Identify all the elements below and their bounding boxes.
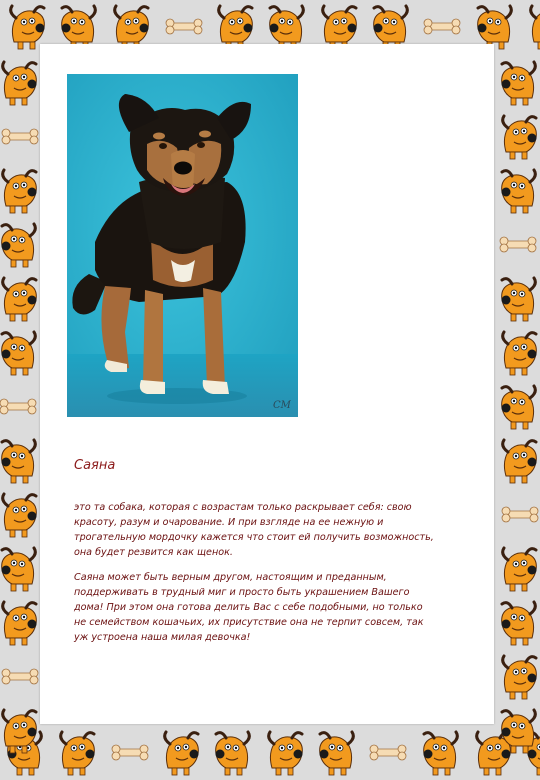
bone-icon	[106, 730, 152, 776]
cartoon-dog-icon	[418, 730, 464, 776]
cartoon-dog-icon	[496, 654, 540, 700]
bone-icon	[496, 222, 540, 268]
cartoon-dog-icon	[262, 730, 308, 776]
cartoon-dog-icon	[496, 438, 540, 484]
cartoon-dog-icon	[0, 708, 42, 754]
cartoon-dog-icon	[0, 492, 42, 538]
cartoon-dog-icon	[496, 168, 540, 214]
cartoon-dog-icon	[496, 600, 540, 646]
bone-icon	[0, 384, 42, 430]
cartoon-dog-icon	[0, 600, 42, 646]
cartoon-dog-icon	[54, 730, 100, 776]
cartoon-dog-icon	[0, 276, 42, 322]
bone-icon	[0, 654, 42, 700]
cartoon-dog-icon	[496, 114, 540, 160]
description-paragraph-2: Саяна может быть верным другом, настоящим и преданным, поддерживать в трудный миг и просто быть украшением Вашего дома! При этом она готова делить Вас с себе подобными, но только не семейством кошачьих, их присутствие она не терпит совсем, так уж устроена наша милая девочка!	[74, 572, 424, 643]
description-paragraph-1: это та собака, которая с возрастам только раскрывает себя: свою красоту, разум и очарование. И при взгляде на ее нежную и трогательную мордочку кажется что стоит ей получить возможность, она будет резвится как щенок.	[74, 502, 434, 558]
cartoon-dog-icon	[496, 384, 540, 430]
cartoon-dog-icon	[496, 276, 540, 322]
bone-icon	[366, 730, 412, 776]
dog-name: Саяна	[74, 458, 116, 473]
cartoon-dog-icon	[0, 168, 42, 214]
cartoon-dog-icon	[0, 222, 42, 268]
cartoon-dog-icon	[496, 330, 540, 376]
bone-icon	[496, 492, 540, 538]
cartoon-dog-icon	[210, 730, 256, 776]
dog-photo	[67, 74, 298, 417]
cartoon-dog-icon	[314, 730, 360, 776]
cartoon-dog-icon	[0, 330, 42, 376]
cartoon-dog-icon	[0, 438, 42, 484]
cartoon-dog-icon	[158, 730, 204, 776]
cartoon-dog-icon	[496, 546, 540, 592]
page-card	[40, 44, 494, 724]
cartoon-dog-icon	[0, 546, 42, 592]
cartoon-dog-icon	[524, 4, 540, 50]
cartoon-dog-icon	[0, 60, 42, 106]
cartoon-dog-icon	[496, 60, 540, 106]
cartoon-dog-icon	[496, 708, 540, 754]
bone-icon	[0, 114, 42, 160]
photo-signature: СМ	[273, 400, 291, 411]
